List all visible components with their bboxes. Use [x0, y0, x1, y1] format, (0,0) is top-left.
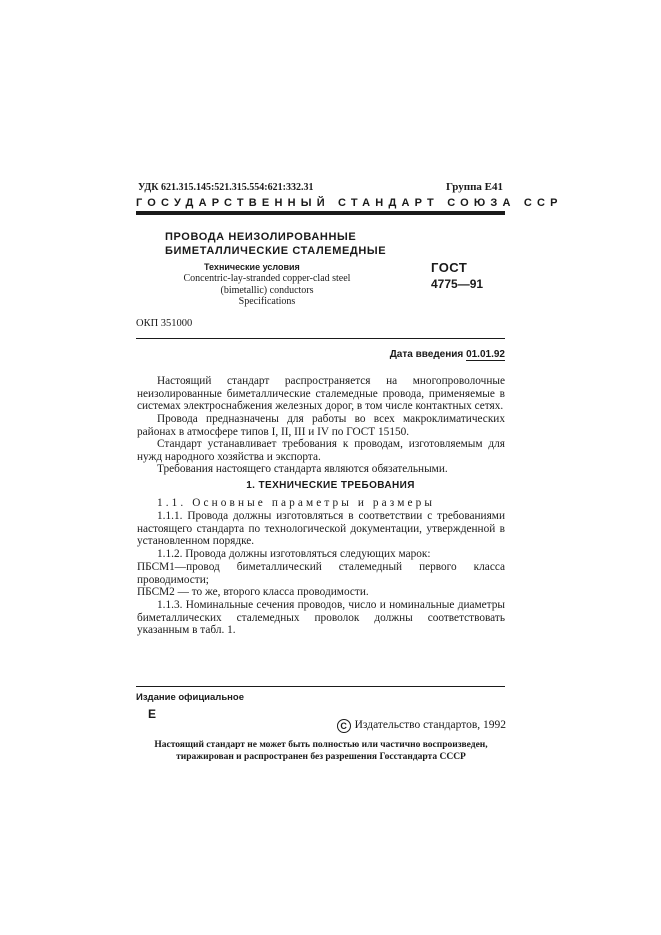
technical-conditions-label: Технические условия	[204, 262, 300, 272]
english-title	[167, 273, 367, 308]
edition-label: Издание официальное	[136, 692, 244, 703]
notice-line-2: тиражирован и распространен без разрешения Госстандарта СССР	[176, 752, 466, 762]
section-heading: 1. ТЕХНИЧЕСКИЕ ТРЕБОВАНИЯ	[246, 480, 415, 491]
title-line-1: ПРОВОДА НЕИЗОЛИРОВАННЫЕ	[165, 231, 357, 243]
gost-label: ГОСТ	[431, 260, 468, 275]
group-code: Группа Е41	[445, 181, 503, 193]
title-line-2: БИМЕТАЛЛИЧЕСКИЕ СТАЛЕМЕДНЫЕ	[165, 245, 387, 257]
gost-number: 4775—91	[431, 277, 484, 291]
clause-1-1-2: 1.1.2. Провода должны изготовляться следующих марок:	[157, 548, 431, 560]
footer-rule	[136, 686, 505, 687]
letter-mark: Е	[148, 707, 157, 721]
copyright-icon: C	[337, 719, 351, 733]
copyright-text: Издательство стандартов, 1992	[354, 719, 506, 731]
udk-code: УДК 621.315.145:521.315.554:621:332.31	[138, 182, 314, 193]
date-value: 01.01.92	[466, 349, 505, 360]
okp-rule	[136, 338, 505, 339]
paragraph-requirements: Стандарт устанавливает требования к проводам, изготовляемым для нужд народного хозяйства и экспорта.	[137, 438, 505, 463]
paragraph-purpose: Провода предназначены для работы во всех макроклиматических районах в атмосфере типов I, II, III и IV по ГОСТ 15150.	[137, 413, 505, 438]
date-label: Дата введения	[389, 349, 464, 360]
notice-line-1: Настоящий стандарт не может быть полностью или частично воспроизведен,	[154, 740, 488, 750]
grade-pbsm1: ПБСМ1—провод биметаллический сталемедный первого класса проводимости;	[137, 561, 505, 586]
subsection-heading: 1.1. Основные параметры и размеры	[157, 497, 436, 509]
header-rule	[136, 211, 505, 215]
copyright-line	[337, 719, 506, 733]
introduction-date	[390, 349, 505, 360]
document-title	[165, 230, 386, 258]
clause-1-1-1: 1.1.1. Провода должны изготовляться в соответствии с требованиями настоящего стандарта по технологической документации, утвержденной в установленном порядке.	[137, 510, 505, 547]
clause-1-1-3: 1.1.3. Номинальные сечения проводов, число и номинальные диаметры биметаллических сталемедных проволок должны соответствовать указанным в табл. 1.	[137, 599, 505, 636]
paragraph-scope: Настоящий стандарт распространяется на многопроволочные неизолированные биметаллические сталемедные провода, применяемые в системах электроснабжения железных дорог, в том числе контактных сетях.	[137, 375, 505, 412]
english-title-line-3: Specifications	[238, 296, 296, 307]
reproduction-notice	[136, 739, 506, 763]
state-standard-banner: ГОСУДАРСТВЕННЫЙ СТАНДАРТ СОЮЗА ССР	[136, 197, 563, 209]
english-title-line-2: (bimetallic) conductors	[220, 284, 314, 296]
okp-code: ОКП 351000	[136, 318, 193, 329]
paragraph-mandatory: Требования настоящего стандарта являются обязательными.	[157, 463, 448, 475]
grade-pbsm2: ПБСМ2 — то же, второго класса проводимости.	[137, 586, 369, 598]
english-title-line-1: Concentric-lay-stranded copper-clad steel	[183, 273, 351, 284]
